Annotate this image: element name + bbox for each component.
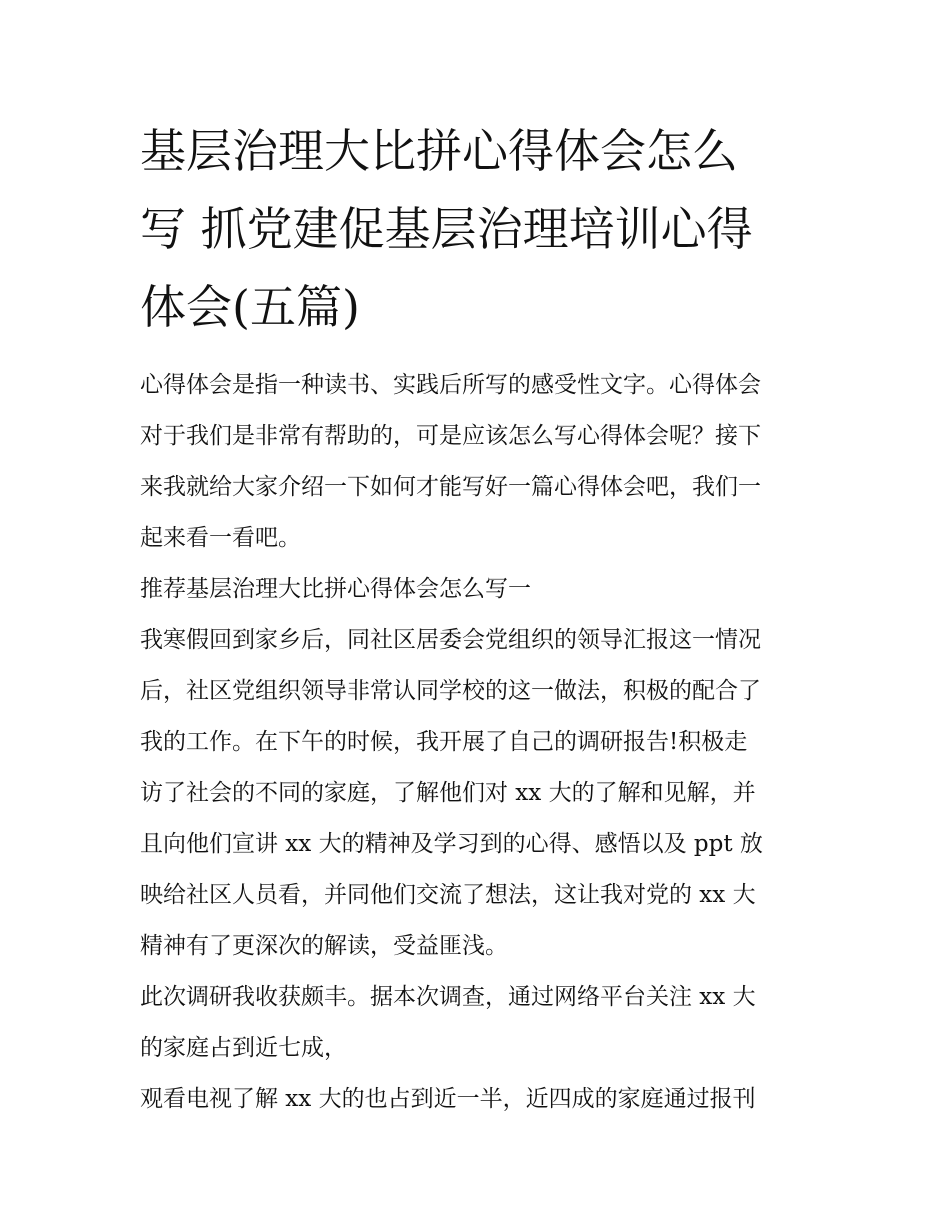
title-line-3: 体会(五篇): [140, 280, 360, 334]
text-line: 此次调研我收获颇丰。据本次调查，通过网络平台关注 xx 大: [140, 984, 756, 1010]
body-paragraph: [140, 615, 815, 972]
text-line: 精神有了更深次的解读，受益匪浅。: [140, 933, 508, 959]
title-line-1: 基层治理大比拼心得体会怎么: [140, 124, 738, 178]
text-line: 映给社区人员看，并同他们交流了想法，这让我对党的 xx 大: [140, 882, 756, 908]
text-line: 对于我们是非常有帮助的，可是应该怎么写心得体会呢？接下: [140, 423, 761, 449]
title-line-2: 写 抓党建促基层治理培训心得: [140, 202, 753, 256]
text-line: 访了社会的不同的家庭，了解他们对 xx 大的了解和见解，并: [140, 780, 756, 806]
intro-paragraph: [140, 360, 815, 564]
text-line: 观看电视了解 xx 大的也占到近一半，近四成的家庭通过报刊: [140, 1086, 756, 1112]
body-paragraph: [140, 1074, 815, 1125]
document-title: [140, 112, 815, 346]
text-line: 我寒假回到家乡后，同社区居委会党组织的领导汇报这一情况: [140, 627, 761, 653]
text-line: 后，社区党组织领导非常认同学校的这一做法，积极的配合了: [140, 678, 761, 704]
section-heading: [140, 564, 815, 615]
text-line: 心得体会是指一种读书、实践后所写的感受性文字。心得体会: [140, 372, 761, 398]
document-body: [140, 112, 815, 1125]
text-line: 起来看一看吧。: [140, 525, 301, 551]
text-line: 的家庭占到近七成，: [140, 1035, 347, 1061]
text-line: 来我就给大家介绍一下如何才能写好一篇心得体会吧，我们一: [140, 474, 761, 500]
text-line: 且向他们宣讲 xx 大的精神及学习到的心得、感悟以及 ppt 放: [140, 831, 763, 857]
body-paragraph: [140, 972, 815, 1074]
text-line: 推荐基层治理大比拼心得体会怎么写一: [140, 576, 531, 602]
text-line: 我的工作。在下午的时候，我开展了自己的调研报告!积极走: [140, 729, 748, 755]
